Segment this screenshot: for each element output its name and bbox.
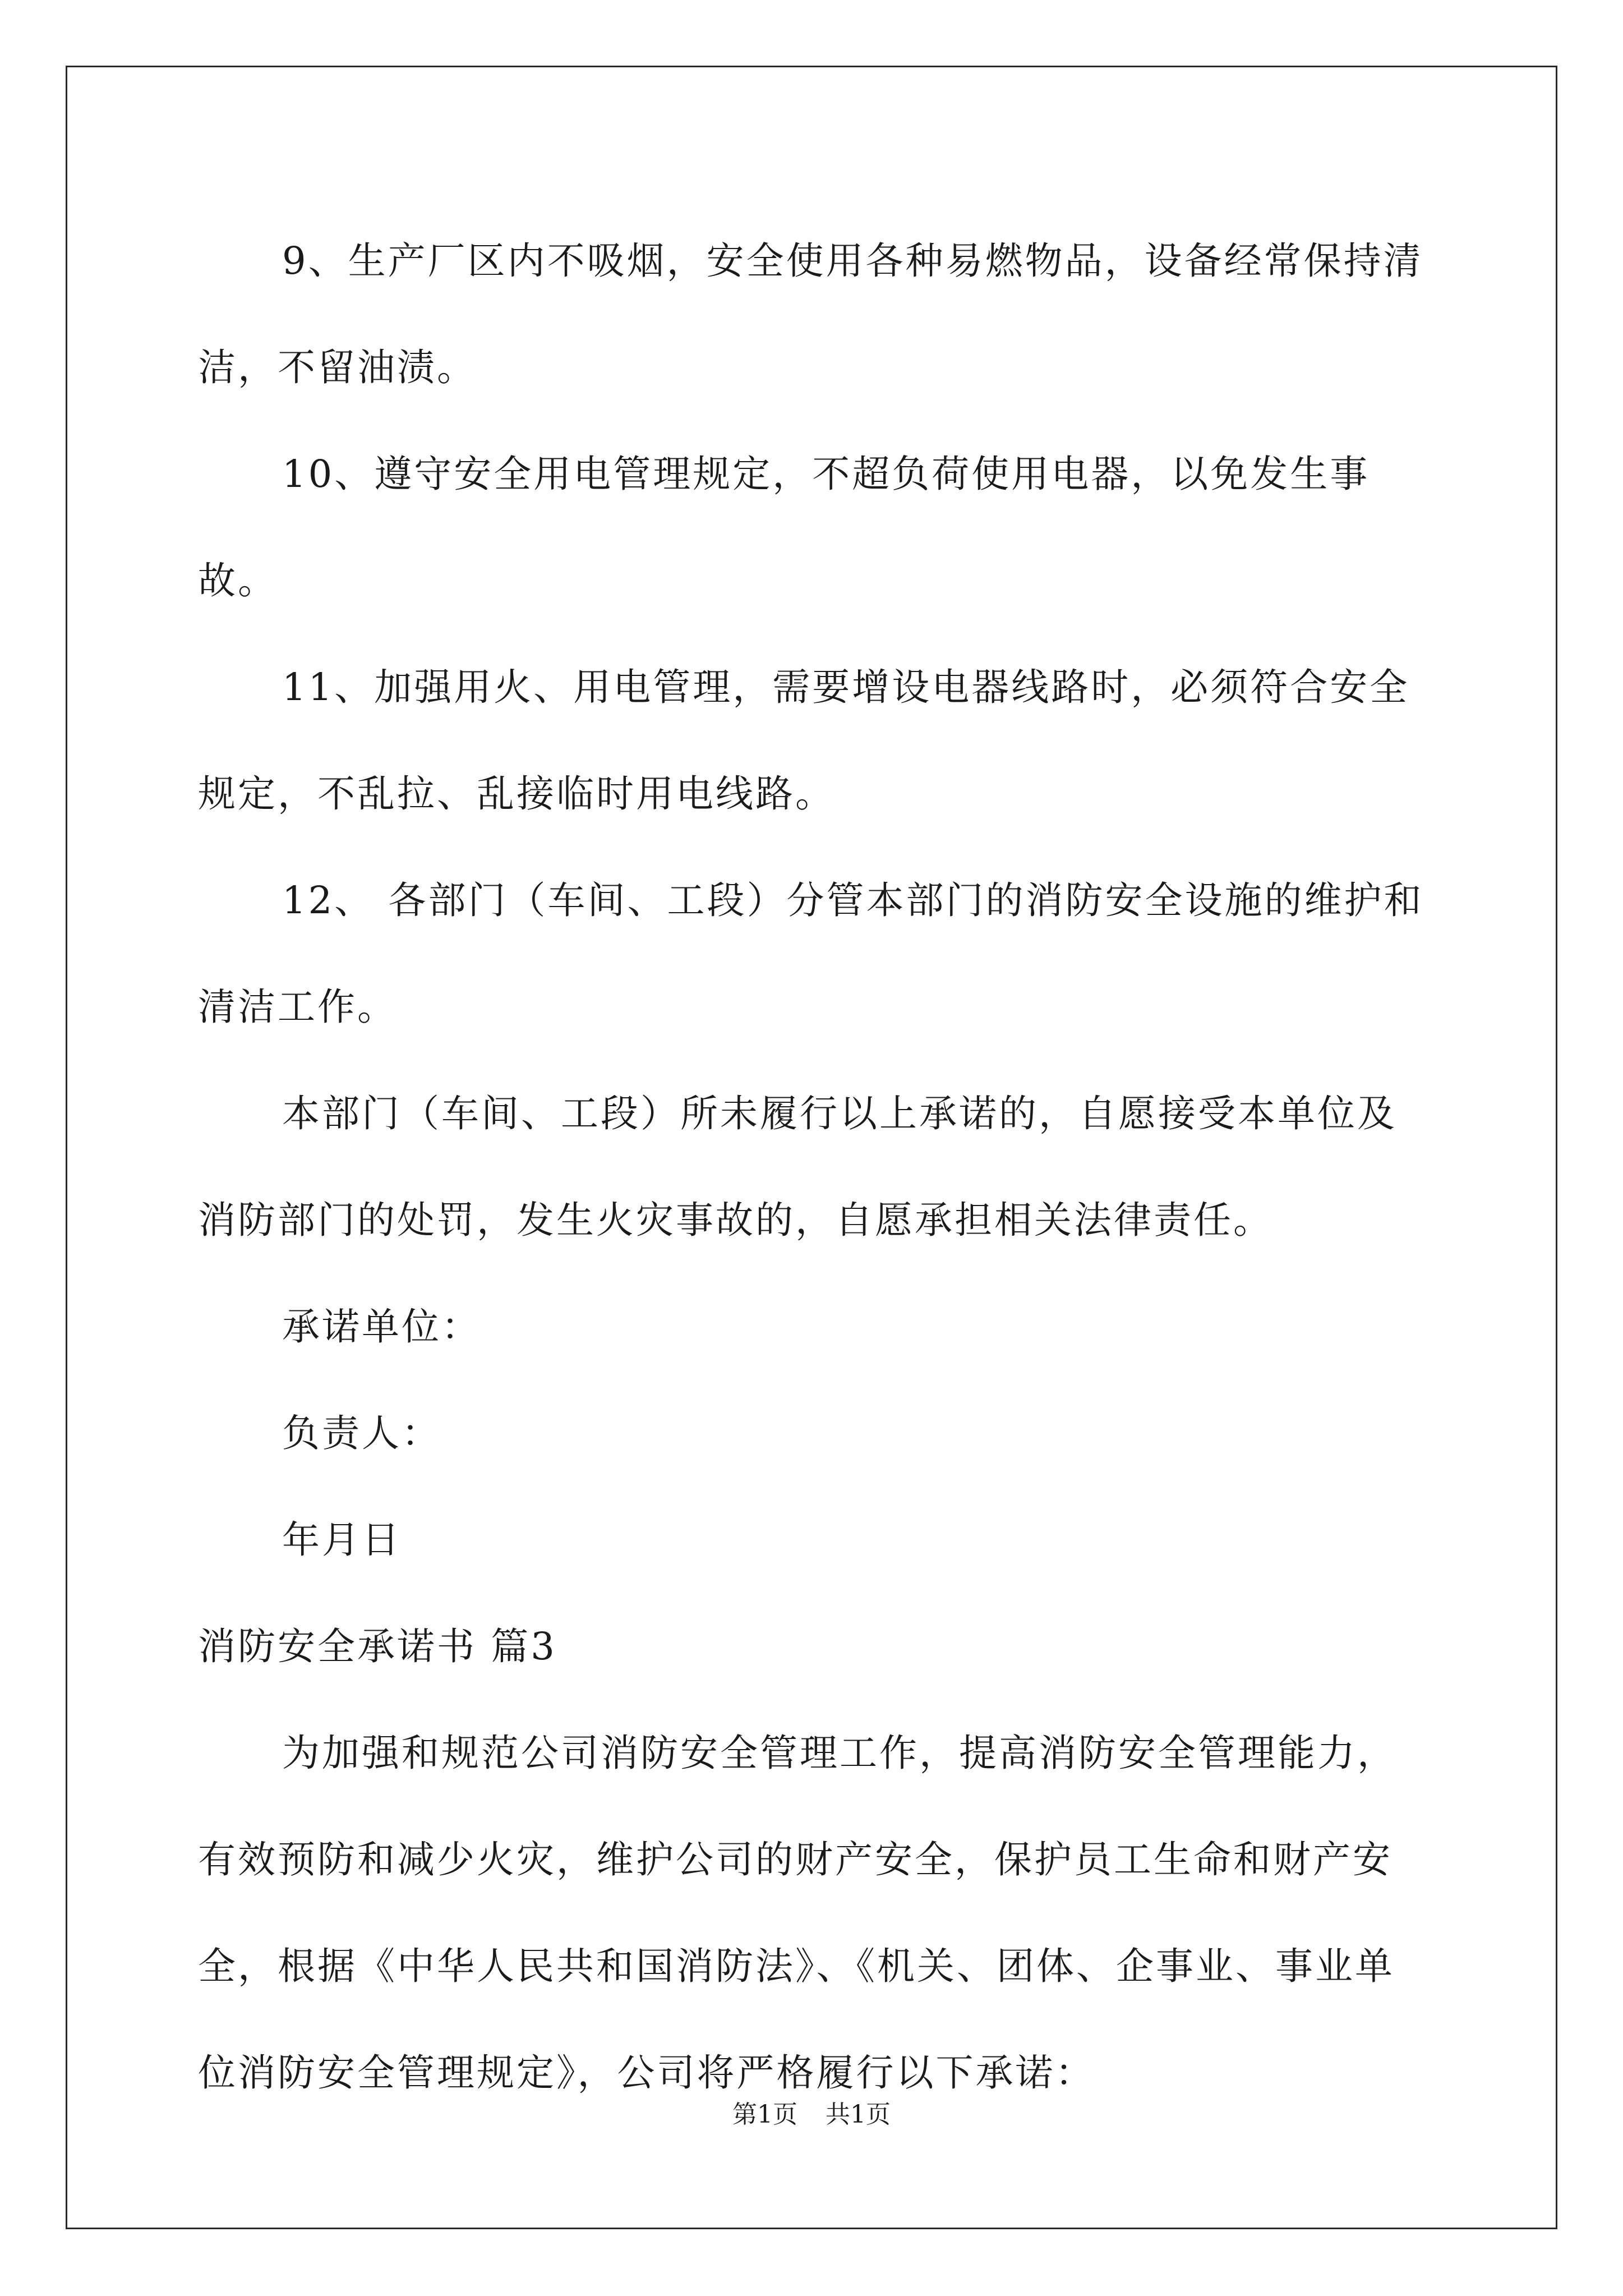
page-footer (0, 2098, 1623, 2132)
paragraph-item-12: 12、 各部门（车间、工段）分管本部门的消防安全设施的维护和清洁工作。 (198, 878, 1424, 1029)
signature-person-label: 负责人： (282, 1411, 441, 1455)
paragraph-liability: 本部门（车间、工段）所未履行以上承诺的，自愿接受本单位及消防部门的处罚，发生火灾事故的，自愿承担相关法律责任。 (198, 1092, 1397, 1242)
signature-date-label: 年月日 (282, 1518, 402, 1562)
paragraph-item-9: 9、生产厂区内不吸烟，安全使用各种易燃物品，设备经常保持清洁，不留油渍。 (198, 239, 1423, 389)
paragraph-item-10: 10、遵守安全用电管理规定，不超负荷使用电器，以免发生事故。 (198, 452, 1370, 602)
paragraph-intro: 为加强和规范公司消防安全管理工作，提高消防安全管理能力，有效预防和减少火灾，维护公司的财产安全，保护员工生命和财产安全，根据《中华人民共和国消防法》、《机关、团体、企事业、事业单位消防安全管理规定》，公司将严格履行以下承诺： (198, 1731, 1397, 2095)
section-heading: 消防安全承诺书 篇3 (198, 1625, 557, 1668)
document-body (198, 208, 1432, 2126)
page-number: 第1页 (732, 2100, 797, 2129)
paragraph-item-11: 11、加强用火、用电管理，需要增设电器线路时，必须符合安全规定，不乱拉、乱接临时用电线路。 (198, 665, 1410, 816)
page-total: 共1页 (826, 2100, 891, 2129)
signature-unit-label: 承诺单位： (282, 1305, 481, 1349)
